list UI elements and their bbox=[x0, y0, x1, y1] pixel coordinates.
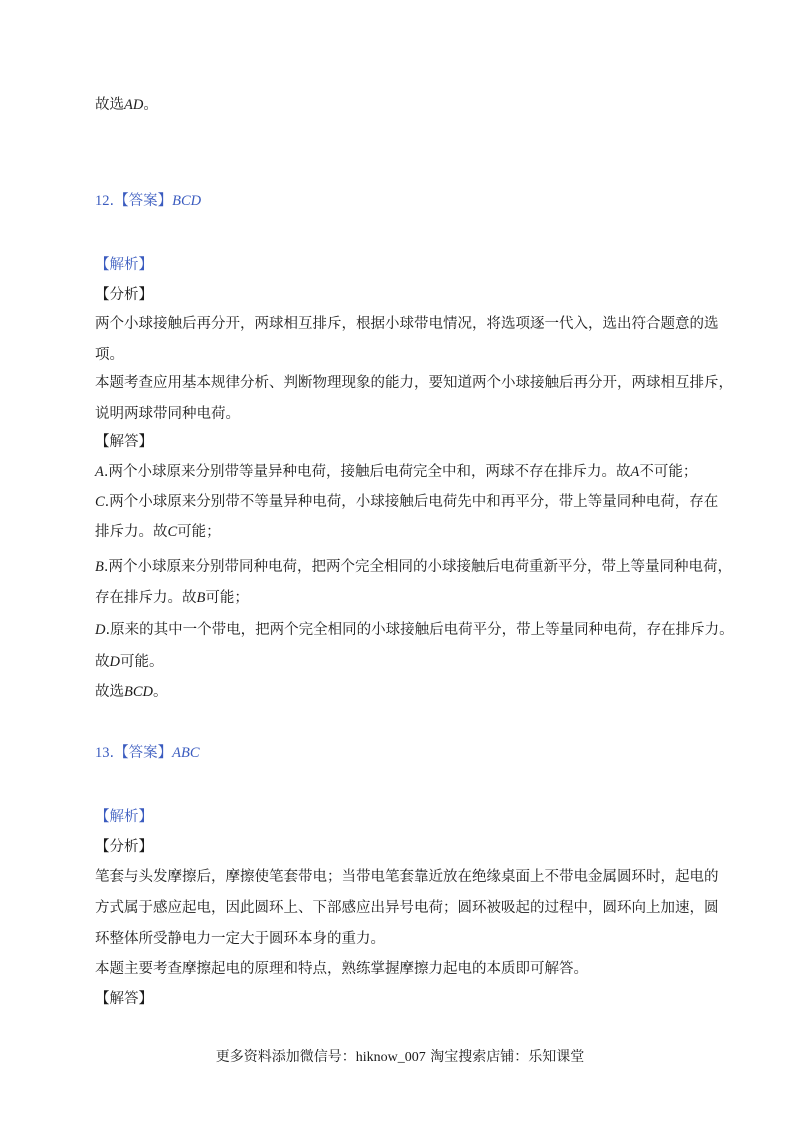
q12-option-a bbox=[95, 462, 697, 482]
option-text: 故 bbox=[95, 654, 110, 670]
option-text: 存在排斥力。故 bbox=[95, 590, 197, 606]
option-text: .两个小球原来分别带不等量异种电荷，小球接触后电荷先中和再平分，带上等量同种电荷，存在 bbox=[104, 494, 719, 510]
option-letter: A bbox=[95, 464, 104, 480]
option-text: 可能； bbox=[205, 590, 249, 606]
option-text: .两个小球原来分别带等量异种电荷，接触后电荷完全中和，两球不存在排斥力。故 bbox=[103, 464, 631, 480]
option-letter: D bbox=[109, 654, 120, 670]
q13-fenxi-tag: 【分析】 bbox=[95, 839, 153, 855]
q13-jieda-tag: 【解答】 bbox=[95, 991, 153, 1007]
option-letter: C bbox=[95, 494, 105, 510]
answer-value: ABC bbox=[172, 745, 200, 761]
q13-fenxi-line-4: 本题主要考查摩擦起电的原理和特点，熟练掌握摩擦力起电的本质即可解答。 bbox=[95, 961, 588, 977]
answer-value: BCD bbox=[172, 193, 202, 209]
option-text: .原来的其中一个带电，把两个完全相同的小球接触后电荷平分，带上等量同种电荷，存在排斥力。 bbox=[105, 622, 734, 638]
option-text: 可能； bbox=[177, 524, 221, 540]
q12-answer-header bbox=[95, 191, 201, 211]
conclusion-suffix: 。 bbox=[143, 97, 158, 113]
option-text: 排斥力。故 bbox=[95, 524, 168, 540]
dot: . bbox=[109, 193, 115, 209]
conclusion-suffix: 。 bbox=[153, 684, 168, 700]
answer-tag: 【答案】 bbox=[114, 193, 173, 209]
question-number: 13 bbox=[95, 745, 110, 761]
dot: . bbox=[109, 745, 115, 761]
conclusion-prefix: 故选 bbox=[95, 97, 124, 113]
footer-shop-name: 乐知课堂 bbox=[528, 1049, 585, 1065]
option-letter: C bbox=[167, 524, 178, 540]
q12-option-b-line-2 bbox=[95, 588, 249, 608]
footer-prefix: 更多资料添加微信号： bbox=[215, 1049, 356, 1065]
prev-conclusion bbox=[95, 95, 158, 115]
q12-analysis-tag: 【解析】 bbox=[95, 257, 153, 273]
q12-fenxi-line-3: 本题考查应用基本规律分析、判断物理现象的能力，要知道两个小球接触后再分开，两球相互排斥， bbox=[95, 375, 733, 391]
option-letter: B bbox=[95, 559, 104, 575]
q12-fenxi-line-2: 项。 bbox=[95, 347, 124, 363]
q12-option-b-line-1 bbox=[95, 557, 732, 577]
q12-jieda-tag: 【解答】 bbox=[95, 434, 153, 450]
page-footer bbox=[0, 1047, 800, 1068]
footer-middle: 淘宝搜索店铺： bbox=[425, 1049, 529, 1065]
q13-analysis-tag: 【解析】 bbox=[95, 809, 153, 825]
q13-answer-header bbox=[95, 743, 200, 763]
q13-fenxi-line-2: 方式属于感应起电，因此圆环上、下部感应出异号电荷；圆环被吸起的过程中，圆环向上加速，圆 bbox=[95, 900, 719, 916]
q12-fenxi-line-4: 说明两球带同种电荷。 bbox=[95, 406, 240, 422]
q12-fenxi-line-1: 两个小球接触后再分开，两球相互排斥，根据小球带电情况，将选项逐一代入，选出符合题意的选 bbox=[95, 316, 719, 332]
q12-option-c-line-2 bbox=[95, 522, 221, 542]
footer-wechat-id: hiknow_007 bbox=[355, 1050, 426, 1065]
conclusion-answer: BCD bbox=[124, 684, 153, 700]
option-text: .两个小球原来分别带同种电荷，把两个完全相同的小球接触后电荷重新平分，带上等量同种电荷， bbox=[103, 559, 732, 575]
conclusion-answer: AD bbox=[124, 97, 144, 113]
option-letter: B bbox=[196, 590, 206, 606]
q12-conclusion bbox=[95, 682, 168, 702]
option-text: 不可能； bbox=[639, 464, 698, 480]
option-letter: D bbox=[95, 622, 106, 638]
q12-option-d-line-2 bbox=[95, 652, 163, 672]
q13-fenxi-line-1: 笔套与头发摩擦后，摩擦使笔套带电；当带电笔套靠近放在绝缘桌面上不带电金属圆环时，起电的 bbox=[95, 869, 719, 885]
answer-tag: 【答案】 bbox=[114, 745, 173, 761]
option-text: 可能。 bbox=[119, 654, 164, 670]
q12-option-c-line-1 bbox=[95, 492, 718, 512]
conclusion-prefix: 故选 bbox=[95, 684, 124, 700]
q13-fenxi-line-3: 环整体所受静电力一定大于圆环本身的重力。 bbox=[95, 931, 385, 947]
option-letter: A bbox=[630, 464, 640, 480]
question-number: 12 bbox=[95, 193, 110, 209]
q12-option-d-line-1 bbox=[95, 620, 734, 640]
q12-fenxi-tag: 【分析】 bbox=[95, 287, 153, 303]
